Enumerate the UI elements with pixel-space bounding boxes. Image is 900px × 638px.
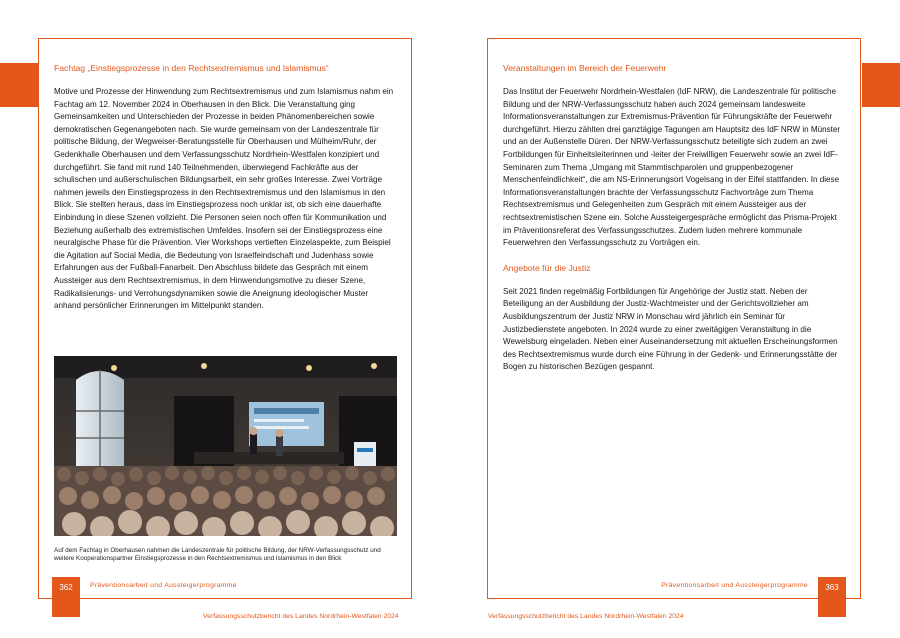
fachtag-paragraph	[54, 86, 396, 313]
justiz-paragraph-text: Seit 2021 finden regelmäßig Fortbildungen für Angehörige der Justiz statt. Neben der Beteiligung an der Ausbildung der Justiz-Wachtmeister und der Gerichtsvollzieher am Ausbildungszentrum der Justiz NRW in Monschau wird jährlich ein Seminar für Justizbedienstete angeboten. In 2024 wurde zu einer zweitägigen Veranstaltung in die Wewelsburg eingeladen. Neben einer Auseinandersetzung mit aktuellen Erscheinungsformen des Rechtsextremismus wurde durch eine Führung in der Gedenk- und Erinnerungsstätte der Bogen zu historischen Bezügen gespannt.	[503, 286, 838, 372]
page-number-left: 362	[52, 577, 80, 617]
conference-photo-icon	[54, 356, 397, 536]
left-page	[38, 38, 412, 599]
series-title-right: Verfassungsschutzbericht des Landes Nordrhein-Westfalen 2024	[488, 613, 684, 620]
page-number-right: 363	[818, 577, 846, 617]
fachtag-heading: Fachtag „Einstiegsprozesse in den Rechtsextremismus und Islamismus“	[54, 63, 329, 73]
right-edge-tab	[862, 63, 900, 107]
feuerwehr-paragraph-text: Das Institut der Feuerwehr Nordrhein-Westfalen (IdF NRW), die Landeszentrale für politische Bildung und der NRW-Verfassungsschutz haben auch 2024 gemeinsam landesweite Informationsveranstaltungen zur Extremismus-Prävention für Führungskräfte der Feuerwehr durchgeführt. Hierzu zählten drei ganztägige Tagungen am Hauptsitz des IdF NRW in Münster und an der Außenstelle Düren. Der NRW-Verfassungsschutz beteiligte sich zudem an zwei Fortbildungen für Einheitsleiterinnen und -leiter der Freiwilligen Feuerwehr sowie an zwei IdF-Seminaren zum Thema „Umgang mit Stammtischparolen und gruppenbezogener Menschenfeindlichkeit“, die am NS-Erinnerungsort Vogelsang in der Eifel stattfanden. In diese Informationsveranstaltungen brachte der Verfassungsschutz Fachvorträge zum Thema Rechtsextremismus und Gelegenheiten zum Gespräch mit einem Aussteiger aus der rechtsextremistischen Szene ein. Solche Aussteigergespräche ermöglicht das Prisma-Projekt im Präventionsreferat des Verfassungsschutzes. Zudem luden mehrere kommunale Feuerwehren den Verfassungsschutz zu Vorträgen ein.	[503, 87, 841, 248]
footer-title-left: Präventionsarbeit und Aussteigerprogramme	[90, 582, 237, 589]
series-title-left: Verfassungsschutzbericht des Landes Nordrhein-Westfalen 2024	[203, 613, 399, 620]
feuerwehr-heading: Veranstaltungen im Bereich der Feuerwehr	[503, 63, 667, 73]
justiz-heading: Angebote für die Justiz	[503, 262, 591, 273]
conference-photo	[54, 356, 397, 536]
photo-caption: Auf dem Fachtag in Oberhausen nahmen die Landeszentrale für politische Bildung, der NRW-Verfassungsschutz und weitere Kooperationspartner Einstiegsprozesse in den Rechtsextremismus und Islamismus in den Blick	[54, 547, 381, 562]
feuerwehr-paragraph	[503, 86, 845, 250]
left-edge-tab	[0, 63, 38, 107]
justiz-paragraph	[503, 286, 845, 374]
right-page	[487, 38, 861, 599]
right-text-column	[503, 63, 845, 374]
footer-title-right: Präventionsarbeit und Aussteigerprogramme	[661, 582, 808, 589]
fachtag-paragraph-text: Motive und Prozesse der Hinwendung zum Rechtsextremismus und zum Islamismus nahm ein Fachtag am 12. November 2024 in Oberhausen in den Blick. Die Veranstaltung ging Gemeinsamkeiten und Unterschieden der Prozesse in beiden Phänomenbereichen sowie demokratischen Gegenangeboten nach. Sie wurde gemeinsam von der Landeszentrale für politische Bildung, der Wegweiser-Beratungsstelle für Oberhausen und Mülheim/Ruhr, der Gedenkhalle Oberhausen und dem Verfassungsschutz Nordrhein-Westfalen konzipiert und durchgeführt. Sie fand mit rund 140 Teilnehmenden, überwiegend Fachkräfte aus der schulischen und außerschulischen Bildungsarbeit, ein sehr großes Interesse. Zwei Vorträge nahmen jeweils den Einstiegsprozess in den Rechtsextremismus und den Islamismus in den Blick. Sie stellten heraus, dass im Einstiegsprozess noch unklar ist, ob sich eine dauerhafte Einbindung in diese Szenen vollzieht. Die Personen seien noch offen für Kommunikation und Beziehung außerhalb des extremistischen Umfeldes. Insofern sei der Einstiegsprozess eine neuralgische Phase für die Prävention. Vier Workshops vertieften Einzelaspekte, zum Beispiel die Agitation auf Social Media, die Bedeutung von Israelfeindschaft und Judenhass sowie Erfahrungen aus der Fußball-Fanarbeit. Den Abschluss bildete das Gespräch mit einem Aussteiger aus dem Rechtsextremismus, in dem Hinwendungsmotive zu dieser Szene, Radikalisierungs- und Verrohungsdynamiken sowie die Aneignung ideologischer Muster anhand persönlicher Erinnerungen im Mittelpunkt standen.	[54, 87, 394, 311]
left-text-column	[54, 63, 396, 313]
